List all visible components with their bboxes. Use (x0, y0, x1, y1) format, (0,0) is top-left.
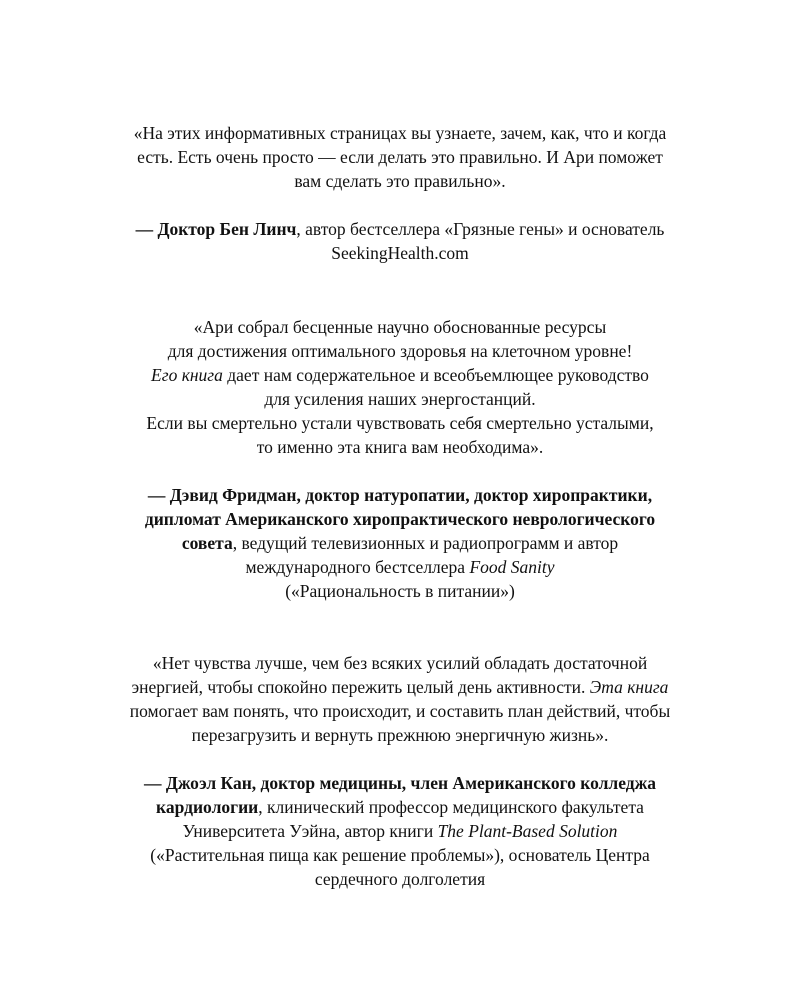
text-line (60, 867, 740, 891)
italic-text: Его книга (151, 365, 223, 385)
text-run: , клинический профессор медицинского факультета (258, 797, 644, 817)
text-line (60, 315, 740, 339)
text-line (60, 699, 740, 723)
bold-text: дипломат Американского хиропрактического неврологического (144, 509, 656, 529)
text-line (60, 339, 740, 363)
text-line (60, 843, 740, 867)
text-line (60, 579, 740, 603)
text-run: сердечного долголетия (314, 869, 486, 889)
text-run: («Рациональность в питании») (285, 581, 515, 601)
text-run: для достижения оптимального здоровья на клеточном уровне! (167, 341, 633, 361)
endorsement-kahn (60, 651, 740, 891)
quote-text (60, 651, 740, 747)
italic-text: The Plant-Based Solution (437, 821, 618, 841)
text-line (60, 531, 740, 555)
text-line (60, 675, 740, 699)
attribution (60, 483, 740, 603)
text-run: есть. Есть очень просто — если делать это правильно. И Ари поможет (137, 147, 663, 167)
spacer (60, 193, 740, 217)
text-run: перезагрузить и вернуть прежнюю энергичную жизнь». (191, 725, 609, 745)
text-line (60, 651, 740, 675)
endorsement-friedman (60, 315, 740, 603)
text-run: «Ари собрал бесценные научно обоснованные ресурсы (193, 317, 607, 337)
text-line (60, 723, 740, 747)
bold-text: — Доктор Бен Линч (135, 219, 297, 239)
bold-text: — Дэвид Фридман, доктор натуропатии, доктор хиропрактики, (147, 485, 653, 505)
text-line (60, 483, 740, 507)
spacer (60, 459, 740, 483)
text-run: («Растительная пища как решение проблемы»), основатель Центра (150, 845, 650, 865)
spacer (60, 747, 740, 771)
text-run: международного бестселлера (245, 557, 470, 577)
text-run: «На этих информативных страницах вы узнаете, зачем, как, что и когда (133, 123, 667, 143)
endorsement-lynch (60, 121, 740, 265)
attribution (60, 771, 740, 891)
text-run: SeekingHealth.com (331, 243, 469, 263)
text-run: вам сделать это правильно». (294, 171, 506, 191)
text-run: энергией, чтобы спокойно пережить целый день активности. (131, 677, 590, 697)
text-run: помогает вам понять, что происходит, и составить план действий, чтобы (129, 701, 671, 721)
text-line (60, 435, 740, 459)
text-run: Университета Уэйна, автор книги (182, 821, 438, 841)
quote-text (60, 121, 740, 193)
attribution (60, 217, 740, 265)
text-run: Если вы смертельно устали чувствовать себя смертельно усталыми, (146, 413, 654, 433)
text-line (60, 121, 740, 145)
text-line (60, 145, 740, 169)
text-run: то именно эта книга вам необходима». (256, 437, 544, 457)
text-line (60, 555, 740, 579)
bold-text: кардиологии (156, 797, 259, 817)
text-line (60, 411, 740, 435)
text-run: «Нет чувства лучше, чем без всяких усилий обладать достаточной (152, 653, 648, 673)
bold-text: — Джоэл Кан, доктор медицины, член Американского колледжа (143, 773, 657, 793)
text-line (60, 819, 740, 843)
text-line (60, 363, 740, 387)
text-line (60, 795, 740, 819)
italic-text: Food Sanity (469, 557, 555, 577)
text-line (60, 169, 740, 193)
text-run: , ведущий телевизионных и радиопрограмм и автор (232, 533, 619, 553)
text-line (60, 241, 740, 265)
text-run: дает нам содержательное и всеобъемлющее руководство (222, 365, 649, 385)
text-line (60, 507, 740, 531)
quote-text (60, 315, 740, 459)
text-line (60, 217, 740, 241)
text-run: для усиления наших энергостанций. (264, 389, 536, 409)
italic-text: Эта книга (589, 677, 669, 697)
text-line (60, 387, 740, 411)
text-run: , автор бестселлера «Грязные гены» и основатель (296, 219, 665, 239)
bold-text: совета (181, 533, 233, 553)
text-line (60, 771, 740, 795)
